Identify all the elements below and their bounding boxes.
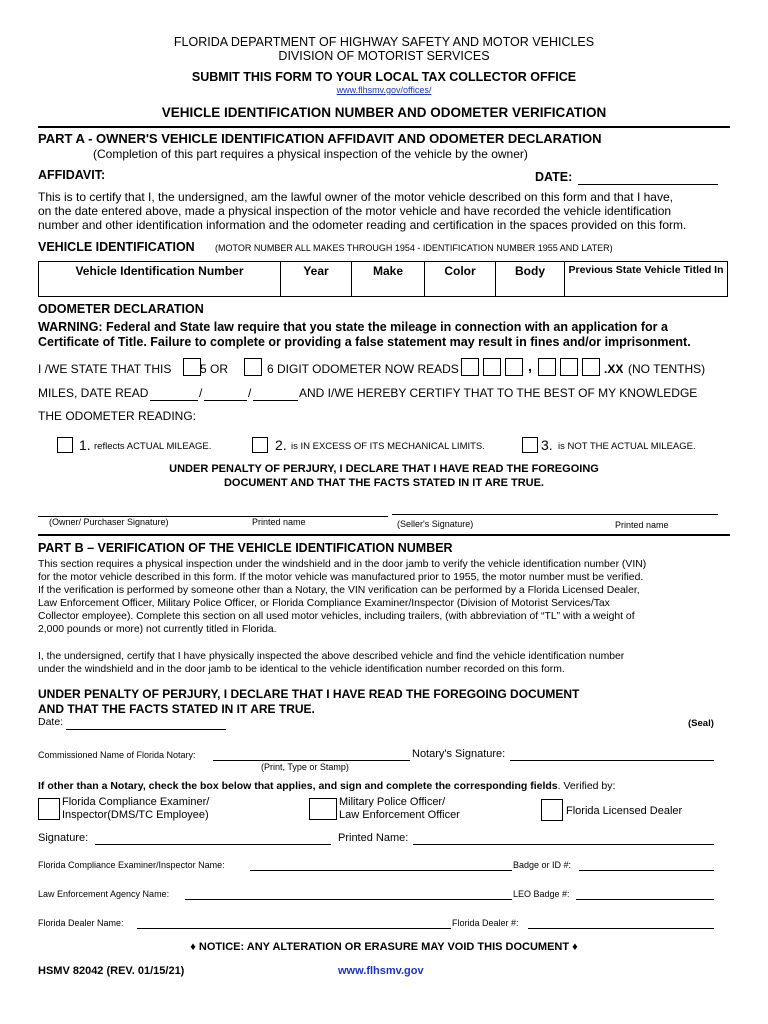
date-slash-1: / (199, 386, 203, 400)
title-divider (38, 126, 730, 128)
owner-printed-name-label: Printed name (252, 517, 306, 527)
vehicle-id-note: (MOTOR NUMBER ALL MAKES THROUGH 1954 - IDENTIFICATION NUMBER 1955 AND LATER) (215, 243, 613, 253)
alteration-notice: ♦ NOTICE: ANY ALTERATION OR ERASURE MAY VOID THIS DOCUMENT ♦ (190, 941, 578, 953)
badge-id-field[interactable] (579, 857, 714, 871)
notary-date-field[interactable] (66, 716, 226, 730)
website-link[interactable]: www.flhsmv.gov (338, 965, 424, 977)
seller-signature-line[interactable] (392, 514, 718, 515)
military-police-label-1: Military Police Officer/ (339, 796, 446, 808)
col-make[interactable]: Make (352, 262, 425, 297)
form-number: HSMV 82042 (REV. 01/15/21) (38, 965, 185, 977)
badge-id-label: Badge or ID #: (513, 860, 572, 870)
leo-badge-field[interactable] (576, 886, 714, 900)
six-digit-text: 6 DIGIT ODOMETER NOW READS (267, 362, 459, 376)
actual-mileage-checkbox[interactable] (57, 437, 73, 453)
affidavit-line-1: This is to certify that I, the undersigned, am the lawful owner of the motor vehicle described on this form and that I have, (38, 190, 673, 204)
col-year[interactable]: Year (281, 262, 352, 297)
vehicle-id-table (38, 261, 728, 297)
verified-by-text: . Verified by: (557, 780, 616, 792)
state-this-text: I /WE STATE THAT THIS (38, 362, 172, 376)
verifier-signature-field[interactable] (95, 831, 331, 845)
military-police-checkbox[interactable] (309, 798, 337, 820)
part-a-subtitle: (Completion of this part requires a physical inspection of the vehicle by the owner) (93, 147, 528, 161)
licensed-dealer-label: Florida Licensed Dealer (566, 805, 683, 817)
print-type-stamp-note: (Print, Type or Stamp) (261, 762, 349, 772)
col-previous-state[interactable]: Previous State Vehicle Titled In (565, 262, 728, 297)
option-3-number: 3. (541, 437, 553, 453)
notary-name-field[interactable] (213, 747, 410, 761)
military-police-label-2: Law Enforcement Officer (339, 809, 460, 821)
five-digit-checkbox[interactable] (183, 358, 201, 376)
part-b-para1-line-3: If the verification is performed by someone other than a Notary, the VIN verification can be performed by a Florida Licensed Dealer, (38, 585, 640, 596)
option-1-text: reflects ACTUAL MILEAGE. (94, 441, 212, 452)
dealer-number-label: Florida Dealer #: (452, 918, 519, 928)
part-divider (38, 534, 730, 536)
verifier-printed-name-label: Printed Name: (338, 832, 409, 844)
compliance-examiner-checkbox[interactable] (38, 798, 60, 820)
division-name: DIVISION OF MOTORIST SERVICES (278, 49, 490, 63)
col-body[interactable]: Body (496, 262, 565, 297)
date-read-year-field[interactable] (253, 386, 298, 401)
part-b-para1-line-2: for the motor vehicle described in this form. If the motor vehicle was manufactured prior to 1955, the motor number must be verified. (38, 572, 644, 583)
option-3-text: is NOT THE ACTUAL MILEAGE. (558, 441, 696, 452)
date-read-month-field[interactable] (150, 386, 198, 401)
leo-badge-label: LEO Badge #: (513, 889, 570, 899)
not-actual-mileage-checkbox[interactable] (522, 437, 538, 453)
no-tenths-text: (NO TENTHS) (628, 362, 706, 376)
part-a-perjury-line-1: UNDER PENALTY OF PERJURY, I DECLARE THAT I HAVE READ THE FOREGOING (169, 463, 599, 475)
form-title: VEHICLE IDENTIFICATION NUMBER AND ODOMETER VERIFICATION (161, 105, 607, 120)
odometer-digit-3[interactable] (505, 358, 523, 376)
six-digit-checkbox[interactable] (244, 358, 262, 376)
other-than-notary-bold: If other than a Notary, check the box below that applies, and sign and complete the corresponding fields (38, 780, 558, 792)
odometer-comma: , (528, 358, 532, 374)
owner-signature-label: (Owner/ Purchaser Signature) (49, 517, 169, 527)
affidavit-line-3: number and other identification information and the odometer reading and certification in the spaces provided on this form. (38, 218, 687, 232)
notary-name-label: Commissioned Name of Florida Notary: (38, 750, 196, 760)
five-or-text: 5 OR (200, 362, 229, 376)
odometer-digit-5[interactable] (560, 358, 578, 376)
date-field[interactable] (578, 170, 718, 185)
option-2-text: is IN EXCESS OF ITS MECHANICAL LIMITS. (291, 441, 485, 452)
date-slash-2: / (248, 386, 252, 400)
part-b-perjury-line-1: UNDER PENALTY OF PERJURY, I DECLARE THAT I HAVE READ THE FOREGOING DOCUMENT (38, 687, 580, 701)
col-vin[interactable]: Vehicle Identification Number (39, 262, 281, 297)
part-b-para1-line-6: 2,000 pounds or more) not currently titled in Florida. (38, 624, 277, 635)
affidavit-label: AFFIDAVIT: (38, 168, 106, 182)
odometer-digit-6[interactable] (582, 358, 600, 376)
dealer-number-field[interactable] (528, 915, 714, 929)
seller-printed-name-label: Printed name (615, 520, 669, 530)
dealer-name-field[interactable] (137, 915, 451, 929)
notary-date-label: Date: (38, 716, 64, 728)
odometer-digit-1[interactable] (461, 358, 479, 376)
odometer-title: ODOMETER DECLARATION (38, 302, 204, 316)
option-2-number: 2. (275, 437, 287, 453)
vehicle-id-label: VEHICLE IDENTIFICATION (38, 240, 195, 254)
part-a-title: PART A - OWNER'S VEHICLE IDENTIFICATION AFFIDAVIT AND ODOMETER DECLARATION (38, 131, 602, 146)
col-color[interactable]: Color (425, 262, 496, 297)
part-b-para1-line-5: Collector employee). Complete this section on all used motor vehicles, including trailers, (with abbreviation of “TL” with a weight of (38, 611, 635, 622)
seller-signature-label: (Seller's Signature) (397, 519, 474, 529)
part-b-title: PART B – VERIFICATION OF THE VEHICLE IDENTIFICATION NUMBER (38, 541, 453, 555)
affidavit-line-2: on the date entered above, made a physical inspection of the motor vehicle and have recorded the vehicle identification (38, 204, 672, 218)
notary-signature-field[interactable] (510, 747, 714, 761)
warning-line-1: WARNING: Federal and State law require that you state the mileage in connection with an application for a (38, 320, 668, 334)
part-b-para2-line-1: I, the undersigned, certify that I have physically inspected the above described vehicle and find the vehicle identification number (38, 651, 625, 662)
lea-name-label: Law Enforcement Agency Name: (38, 889, 170, 899)
warning-line-2: Certificate of Title. Failure to complete or providing a false statement may result in fines and/or imprisonment. (38, 335, 691, 349)
verifier-signature-label: Signature: (38, 832, 89, 844)
fce-name-label: Florida Compliance Examiner/Inspector Name: (38, 860, 225, 870)
submit-instruction: SUBMIT THIS FORM TO YOUR LOCAL TAX COLLECTOR OFFICE (191, 70, 577, 84)
option-1-number: 1. (79, 437, 91, 453)
licensed-dealer-checkbox[interactable] (541, 799, 563, 821)
part-b-para1-line-4: Law Enforcement Officer, Military Police Officer, or Florida Compliance Examiner/Inspector (Division of Motorist Services/Tax (38, 598, 610, 609)
offices-link[interactable]: www.flhsmv.gov/offices/ (336, 85, 432, 95)
odometer-reading-label: THE ODOMETER READING: (38, 409, 197, 423)
odometer-digit-2[interactable] (483, 358, 501, 376)
verifier-printed-name-field[interactable] (413, 831, 714, 845)
seal-label: (Seal) (688, 718, 714, 729)
odometer-xx: .XX (604, 362, 624, 376)
lea-name-field[interactable] (185, 886, 512, 900)
part-a-perjury-line-2: DOCUMENT AND THAT THE FACTS STATED IN IT ARE TRUE. (223, 477, 544, 489)
part-b-para2-line-2: under the windshield and in the door jamb to be identical to the vehicle identification number recorded on this form. (38, 664, 565, 675)
miles-date-read-text: MILES, DATE READ (38, 386, 149, 400)
certify-text: AND I/WE HEREBY CERTIFY THAT TO THE BEST OF MY KNOWLEDGE (299, 386, 698, 400)
date-label: DATE: (535, 170, 573, 184)
part-b-perjury-line-2: AND THAT THE FACTS STATED IN IT ARE TRUE. (38, 702, 315, 716)
fce-name-field[interactable] (250, 857, 512, 871)
compliance-examiner-label-1: Florida Compliance Examiner/ (62, 796, 210, 808)
department-name: FLORIDA DEPARTMENT OF HIGHWAY SAFETY AND MOTOR VEHICLES (173, 35, 595, 49)
other-than-notary-instruction (38, 780, 615, 792)
date-read-day-field[interactable] (204, 386, 247, 401)
dealer-name-label: Florida Dealer Name: (38, 918, 124, 928)
offices-link-row (0, 85, 768, 95)
excess-limits-checkbox[interactable] (252, 437, 268, 453)
part-b-para1-line-1: This section requires a physical inspection under the windshield and in the door jamb to verify the vehicle identification number (VIN) (38, 559, 647, 570)
notary-signature-label: Notary's Signature: (412, 748, 506, 760)
compliance-examiner-label-2: Inspector(DMS/TC Employee) (62, 809, 209, 821)
odometer-digit-4[interactable] (538, 358, 556, 376)
